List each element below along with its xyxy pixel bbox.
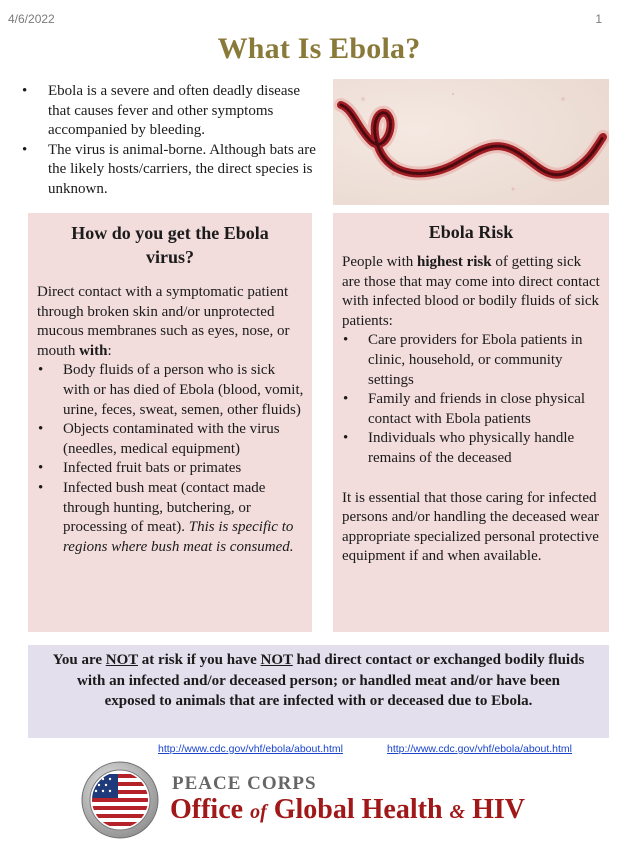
notice-emphasis: NOT: [260, 652, 293, 668]
peace-corps-seal-logo: [80, 760, 160, 840]
intro-item: • The virus is animal-borne. Although bats are the likely hosts/carriers, the direct species is unknown.: [20, 141, 320, 200]
logo-of-word: of: [250, 801, 267, 823]
how-list-item: • Body fluids of a person who is sick with or has died of Ebola (blood, vomit, urine, feces, sweat, semen, other fluids): [37, 361, 304, 420]
intro-item: • Ebola is a severe and often deadly disease that causes fever and other symptoms accompanied by bleeding.: [20, 82, 320, 141]
how-list-item: [37, 479, 304, 557]
risk-intro-bold: highest risk: [417, 254, 492, 270]
not-at-risk-notice: [28, 645, 609, 738]
notice-emphasis: NOT: [105, 652, 138, 668]
how-intro-tail: :: [107, 342, 112, 359]
risk-box-list: [342, 331, 601, 468]
how-box-list: [37, 361, 304, 557]
spacer: [342, 469, 601, 489]
how-list-item: • Infected fruit bats or primates: [37, 459, 304, 479]
slide-date: 4/6/2022: [8, 12, 55, 26]
risk-intro-tail: of getting sick are those that may come into direct contact with infected blood or bodily fluids of sick patients:: [342, 254, 600, 329]
ebola-virus-image: [333, 79, 609, 205]
how-list-item-italic: This is specific to regions where bush meat is consumed.: [63, 519, 294, 555]
intro-list: [20, 82, 320, 199]
intro-section: [20, 82, 320, 199]
how-box-intro: [37, 283, 304, 361]
risk-box-closing: It is essential that those caring for infected persons and/or handling the deceased wear appropriate specialized personal protective equipment if and when available.: [342, 489, 599, 565]
notice-text: [28, 645, 609, 712]
risk-list-item: • Family and friends in close physical contact with Ebola patients: [342, 390, 601, 429]
logo-office-name: [170, 794, 525, 826]
notice-part: at risk if you have: [137, 652, 261, 668]
risk-list-item: • Care providers for Ebola patients in clinic, household, or community settings: [342, 331, 601, 390]
risk-box-body: [333, 243, 609, 567]
notice-part: had direct contact or exchanged bodily fluids with an infected and/or deceased person; or handled meat and/or have been exposed to animals that are infected with or deceased due to Ebola.: [77, 652, 585, 709]
how-intro-text: Direct contact with a symptomatic patient through broken skin and/or unprotected mucous membranes such as eyes, nose, or mouth: [37, 284, 290, 359]
how-intro-bold: with: [79, 342, 108, 359]
page-title: What Is Ebola?: [217, 32, 421, 65]
cdc-link[interactable]: http://www.cdc.gov/vhf/ebola/about.html: [387, 743, 573, 755]
logo-hiv: HIV: [472, 794, 525, 825]
risk-list-item: • Individuals who physically handle remains of the deceased: [342, 429, 601, 468]
cdc-link[interactable]: http://www.cdc.gov/vhf/ebola/about.html: [158, 743, 344, 755]
risk-box-heading: Ebola Risk: [428, 222, 514, 242]
seal-icon: [80, 760, 160, 840]
logo-ampersand: &: [449, 801, 466, 823]
how-list-item: • Objects contaminated with the virus (needles, medical equipment): [37, 420, 304, 459]
logo-org-name: PEACE CORPS: [172, 773, 317, 794]
how-to-get-ebola-box: [28, 213, 312, 632]
ebola-risk-box: [333, 213, 609, 632]
risk-intro-text: People with: [342, 254, 417, 270]
how-box-body: [28, 269, 312, 557]
page-number: 1: [595, 12, 602, 26]
how-box-heading: How do you get the Ebola virus?: [71, 223, 269, 267]
ebola-virus-illustration: [333, 79, 609, 205]
logo-global-health: Global Health: [273, 794, 443, 825]
notice-part: You are: [52, 652, 106, 668]
risk-box-intro: [342, 253, 601, 331]
how-list-item-text: Infected bush meat (contact made through hunting, butchering, or processing of meat).: [63, 479, 266, 536]
logo-office-word: Office: [170, 794, 244, 825]
